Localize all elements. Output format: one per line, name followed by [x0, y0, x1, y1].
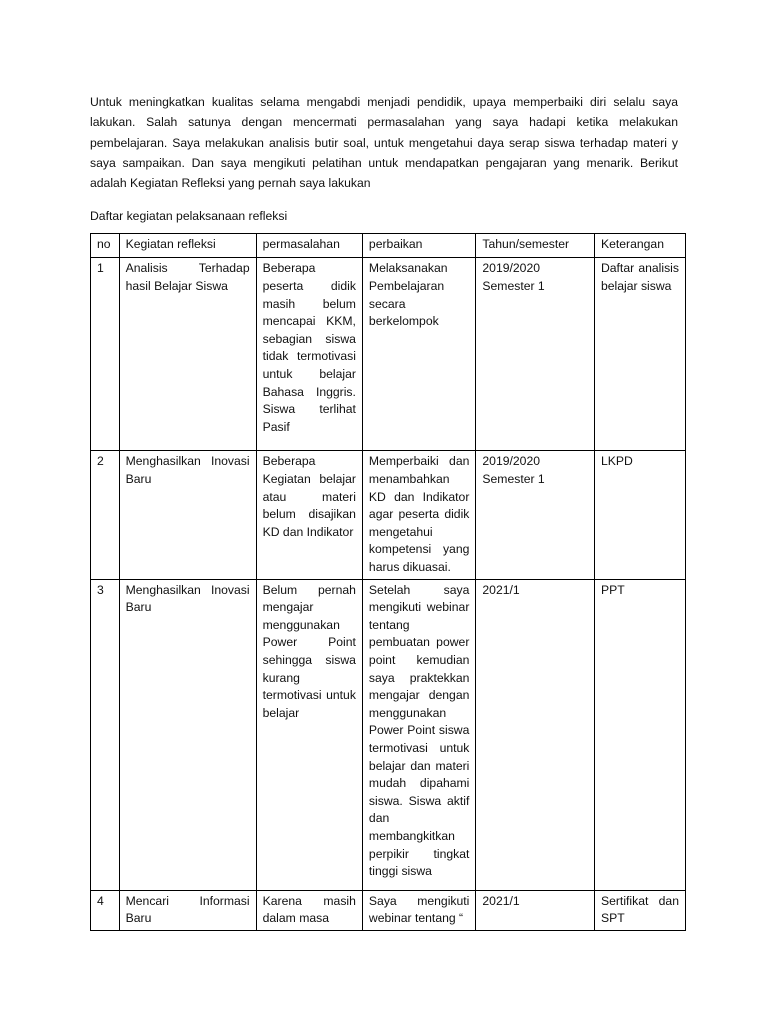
cell-perbaikan: Setelah saya mengikuti webinar tentang pembuatan power point kemudian saya praktekkan mengajar dengan menggunakan Power Point siswa termotivasi untuk belajar dan materi mudah dipahami siswa. Siswa aktif dan membangkitkan perpikir tingkat tinggi siswa — [362, 579, 475, 890]
cell-keterangan: PPT — [594, 579, 685, 890]
cell-kegiatan: Menghasilkan Inovasi Baru — [119, 579, 256, 890]
cell-keterangan: LKPD — [594, 451, 685, 579]
reflection-table — [90, 233, 686, 930]
cell-tahun: 2021/1 — [476, 890, 595, 930]
header-keterangan: Keterangan — [594, 234, 685, 258]
cell-kegiatan: Mencari Informasi Baru — [119, 890, 256, 930]
cell-tahun: 2019/2020 Semester 1 — [476, 451, 595, 579]
list-title: Daftar kegiatan pelaksanaan refleksi — [90, 209, 288, 224]
document-page — [90, 92, 678, 931]
header-tahun: Tahun/semester — [476, 234, 595, 258]
cell-permasalahan: Beberapa peserta didik masih belum mencapai KKM, sebagian siswa tidak termotivasi untuk belajar Bahasa Inggris. Siswa terlihat Pasif — [256, 258, 362, 451]
cell-keterangan: Sertifikat dan SPT — [594, 890, 685, 930]
header-perbaikan: perbaikan — [362, 234, 475, 258]
table-row — [91, 579, 686, 890]
cell-no: 2 — [91, 451, 120, 579]
table-row — [91, 258, 686, 451]
intro-paragraph: Untuk meningkatkan kualitas selama mengabdi menjadi pendidik, upaya memperbaiki diri selalu saya lakukan. Salah satunya dengan mencermati permasalahan yang saya hadapi ketika melakukan pembelajaran. Saya melakukan analisis butir soal, untuk mengetahui daya serap siswa terhadap materi y saya sampaikan. Dan saya mengikuti pelatihan untuk mendapatkan pengajaran yang menarik. Berikut adalah Kegiatan Refleksi yang pernah saya lakukan — [90, 95, 678, 191]
table-header-row — [91, 234, 686, 258]
cell-permasalahan: Karena masih dalam masa — [256, 890, 362, 930]
cell-tahun: 2021/1 — [476, 579, 595, 890]
cell-no: 1 — [91, 258, 120, 451]
table-row — [91, 451, 686, 579]
cell-no: 3 — [91, 579, 120, 890]
cell-perbaikan: Memperbaiki dan menambahkan KD dan Indikator agar peserta didik mengetahui kompetensi yang harus dikuasai. — [362, 451, 475, 579]
cell-keterangan: Daftar analisis belajar siswa — [594, 258, 685, 451]
cell-tahun: 2019/2020 Semester 1 — [476, 258, 595, 451]
cell-kegiatan: Menghasilkan Inovasi Baru — [119, 451, 256, 579]
table-row — [91, 890, 686, 930]
cell-no: 4 — [91, 890, 120, 930]
header-permasalahan: permasalahan — [256, 234, 362, 258]
cell-perbaikan: Saya mengikuti webinar tentang “ — [362, 890, 475, 930]
cell-permasalahan: Belum pernah mengajar menggunakan Power Point sehingga siswa kurang termotivasi untuk belajar — [256, 579, 362, 890]
cell-permasalahan: Beberapa Kegiatan belajar atau materi belum disajikan KD dan Indikator — [256, 451, 362, 579]
cell-perbaikan: Melaksanakan Pembelajaran secara berkelompok — [362, 258, 475, 451]
cell-kegiatan: Analisis Terhadap hasil Belajar Siswa — [119, 258, 256, 451]
header-kegiatan: Kegiatan refleksi — [119, 234, 256, 258]
header-no: no — [91, 234, 120, 258]
